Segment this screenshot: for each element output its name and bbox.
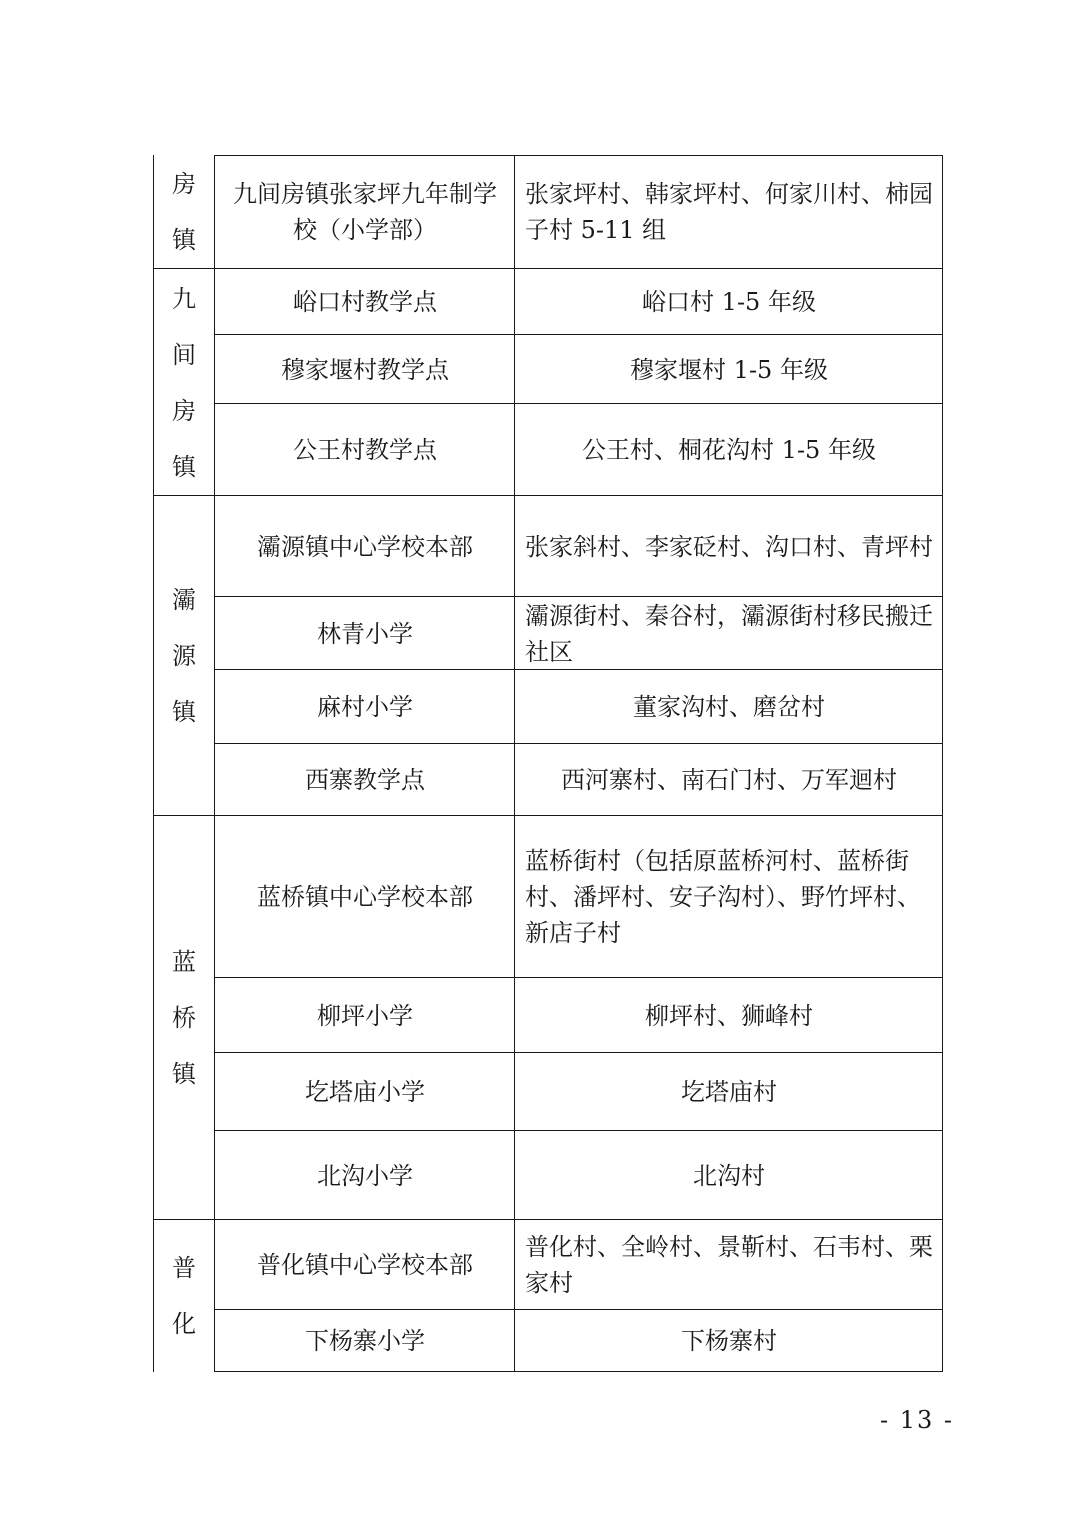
town-char: 蓝	[172, 948, 196, 976]
table-border-top	[214, 155, 943, 156]
area-cell	[515, 744, 943, 816]
town-cell-puhua	[153, 1220, 215, 1372]
area-cell	[515, 1131, 943, 1220]
school-cell	[215, 269, 515, 335]
town-char: 镇	[172, 1060, 196, 1088]
service-area: 柳坪村、狮峰村	[645, 1001, 813, 1030]
school-name: 西寨教学点	[305, 766, 425, 794]
row-divider	[214, 743, 943, 744]
table-border-right	[942, 155, 943, 1372]
town-cell-jiujianfang	[153, 269, 215, 496]
group-divider	[153, 815, 943, 816]
row-divider	[214, 403, 943, 404]
school-cell	[215, 1220, 515, 1310]
service-area: 峪口村 1-5 年级	[642, 288, 816, 316]
school-name: 峪口村教学点	[293, 288, 437, 316]
school-cell	[215, 496, 515, 597]
table-border-col1	[214, 155, 215, 1372]
area-cell	[515, 816, 943, 978]
service-area: 公王村、桐花沟村 1-5 年级	[582, 436, 876, 464]
town-char: 源	[172, 642, 196, 670]
table-border-bottom	[214, 1371, 943, 1372]
school-cell	[215, 597, 515, 670]
row-divider	[214, 1130, 943, 1131]
service-area: 普化村、全岭村、景靳村、石韦村、栗家村	[525, 1233, 933, 1297]
town-char: 普	[172, 1254, 196, 1282]
town-char: 镇	[172, 226, 196, 254]
service-area: 北沟村	[693, 1161, 765, 1190]
school-cell	[215, 155, 515, 269]
school-name: 蓝桥镇中心学校本部	[257, 883, 473, 911]
table-border-col2	[514, 155, 515, 1372]
school-cell	[215, 404, 515, 496]
area-cell	[515, 597, 943, 670]
table-border-left	[153, 155, 154, 1372]
school-cell	[215, 335, 515, 404]
town-char: 房	[172, 396, 196, 425]
school-name: 北沟小学	[317, 1161, 413, 1190]
area-cell	[515, 1310, 943, 1372]
town-char: 九	[172, 284, 196, 313]
town-char: 桥	[172, 1004, 196, 1032]
school-cell	[215, 744, 515, 816]
row-divider	[214, 334, 943, 335]
group-divider	[153, 495, 943, 496]
school-name: 穆家堰村教学点	[281, 355, 449, 384]
area-cell	[515, 269, 943, 335]
school-cell	[215, 1053, 515, 1131]
town-cell-bayuan	[153, 496, 215, 816]
service-area: 灞源街村、秦谷村，灞源街村移民搬迁社区	[525, 601, 933, 666]
school-name: 灞源镇中心学校本部	[257, 532, 473, 561]
row-divider	[214, 977, 943, 978]
town-char: 房	[172, 170, 196, 198]
town-char: 镇	[172, 698, 196, 726]
service-area: 西河寨村、南石门村、万军迴村	[561, 766, 897, 794]
row-divider	[214, 1309, 943, 1310]
school-name: 柳坪小学	[317, 1001, 413, 1030]
school-cell	[215, 1131, 515, 1220]
school-cell	[215, 978, 515, 1053]
school-name: 下杨寨小学	[305, 1327, 425, 1355]
school-name: 林青小学	[317, 619, 413, 648]
school-name: 公王村教学点	[293, 436, 437, 464]
school-cell	[215, 1310, 515, 1372]
town-cell-fangzhen	[153, 155, 215, 269]
school-cell	[215, 670, 515, 744]
group-divider	[153, 268, 943, 269]
school-name: 麻村小学	[317, 693, 413, 721]
service-area: 穆家堰村 1-5 年级	[630, 355, 828, 384]
area-cell	[515, 496, 943, 597]
school-cell	[215, 816, 515, 978]
school-name: 九间房镇张家坪九年制学校（小学部）	[233, 180, 497, 244]
area-cell	[515, 978, 943, 1053]
town-char: 间	[172, 340, 196, 369]
page-number: - 13 -	[879, 1406, 954, 1434]
row-divider	[214, 596, 943, 597]
area-cell	[515, 404, 943, 496]
row-divider	[214, 669, 943, 670]
area-cell	[515, 155, 943, 269]
school-name: 普化镇中心学校本部	[257, 1251, 473, 1279]
service-area: 蓝桥街村（包括原蓝桥河村、蓝桥街村、潘坪村、安子沟村）、野竹坪村、新店子村	[525, 847, 921, 947]
area-cell	[515, 1220, 943, 1310]
service-area: 张家坪村、韩家坪村、何家川村、柿园子村 5-11 组	[525, 180, 933, 244]
school-name: 圪塔庙小学	[305, 1078, 425, 1106]
service-area: 董家沟村、磨岔村	[633, 693, 825, 721]
area-cell	[515, 1053, 943, 1131]
row-divider	[214, 1052, 943, 1053]
town-char: 化	[172, 1310, 196, 1338]
town-cell-lanqiao	[153, 816, 215, 1220]
service-area: 圪塔庙村	[681, 1078, 777, 1106]
town-char: 灞	[172, 586, 196, 614]
service-area: 张家斜村、李家砭村、沟口村、青坪村	[525, 532, 933, 561]
town-char: 镇	[172, 452, 196, 481]
group-divider	[153, 1219, 943, 1220]
area-cell	[515, 335, 943, 404]
service-area: 下杨寨村	[681, 1327, 777, 1355]
area-cell	[515, 670, 943, 744]
